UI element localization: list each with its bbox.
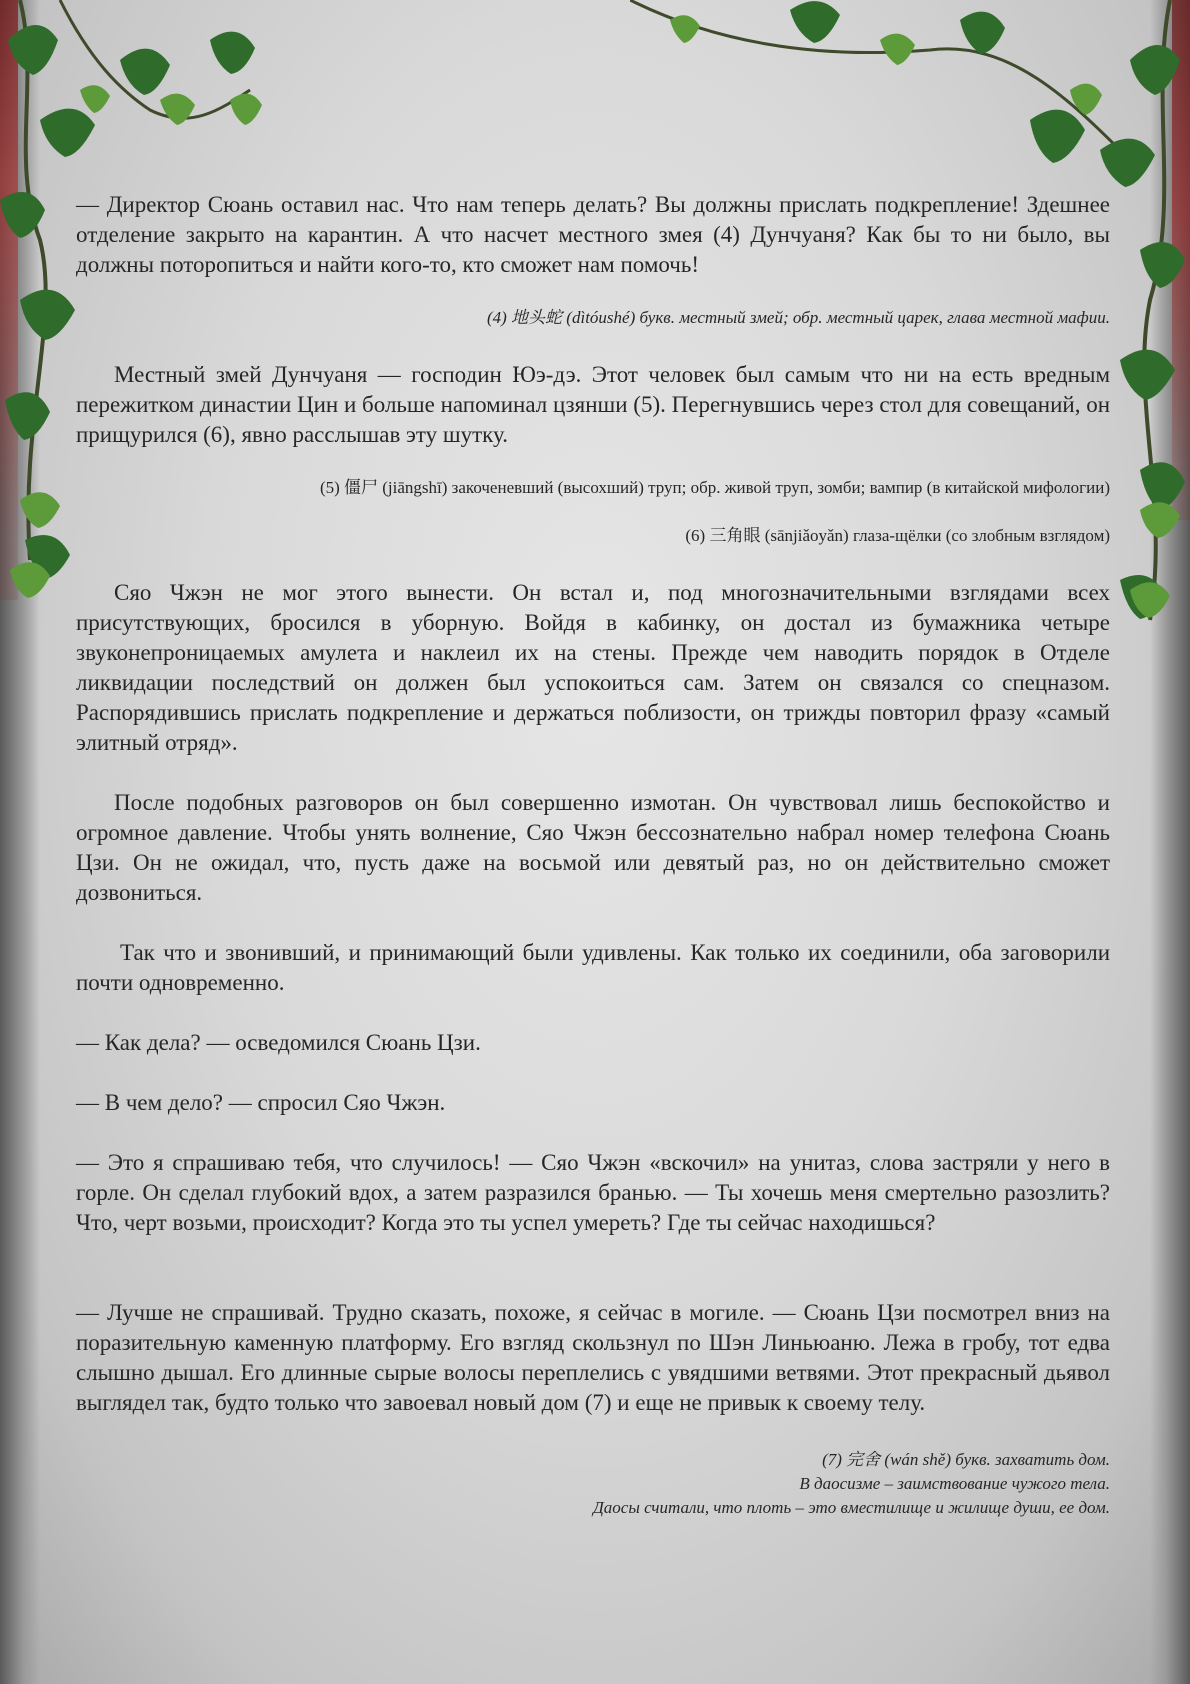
paragraph-8: — Это я спрашиваю тебя, что случилось! — Сяо Чжэн «вскочил» на унитаз, слова застряли у него в горле. Он сделал глубокий вдох, а затем разразился бранью. — Ты хочешь меня смертельно разозлить? Что, черт возьми, происходит? Когда это ты успел умереть? Где ты сейчас находишься?	[76, 1150, 1110, 1235]
paragraph-7: — В чем дело? — спросил Сяо Чжэн.	[76, 1090, 446, 1115]
paragraph-4: После подобных разговоров он был совершенно измотан. Он чувствовал лишь беспокойство и огромное давление. Чтобы унять волнение, Сяо Чжэн бессознательно набрал номер телефона Сюань Цзи. Он не ожидал, что, пусть даже на восьмой или девятый раз, но он действительно сможет дозвониться.	[76, 790, 1110, 905]
paragraph-9: — Лучше не спрашивай. Трудно сказать, похоже, я сейчас в могиле. — Сюань Цзи посмотрел вниз на поразительную каменную платформу. Его взгляд скользнул по Шэн Линьюаню. Лежа в гробу, тот едва слышно дышал. Его длинные сырые волосы переплелись с увядшими ветвями. Этот прекрасный дьявол выглядел так, будто только что завоевал новый дом (7) и еще не привык к своему телу.	[76, 1300, 1110, 1415]
paragraph-1: — Директор Сюань оставил нас. Что нам теперь делать? Вы должны прислать подкрепление! Здешнее отделение закрыто на карантин. А что насчет местного змея (4) Дунчуаня? Как бы то ни было, вы должны поторопиться и найти кого-то, кто сможет нам помочь!	[76, 192, 1110, 277]
footnote-7-line-2: В даосизме – заимствование чужого тела.	[799, 1474, 1110, 1493]
paragraph-2: Местный змей Дунчуаня — господин Юэ-дэ. Этот человек был самым что ни на есть вредным пережитком династии Цин и больше напоминал цзянши (5). Перегнувшись через стол для совещаний, он прищурился (6), явно расслышав эту шутку.	[76, 362, 1111, 447]
paragraph-3: Сяо Чжэн не мог этого вынести. Он встал и, под многозначительными взглядами всех присутствующих, бросился в уборную. Войдя в кабинку, он достал из бумажника четыре звуконепроницаемых амулета и наклеил их на стены. Прежде чем наводить порядок в Отделе ликвидации последствий он должен был успокоиться сам. Затем он связался со спецназом. Распорядившись прислать подкрепление и держаться поблизости, он трижды повторил фразу «самый элитный отряд».	[76, 580, 1110, 755]
right-side-ivy-icon	[1100, 490, 1190, 650]
footnote-7-line-3: Даосы считали, что плоть – это вместилище и жилище души, ее дом.	[592, 1498, 1110, 1517]
footnote-5: (5) 僵尸 (jiāngshī) закоченевший (высохший) труп; обр. живой труп, зомби; вампир (в китайской мифологии)	[319, 478, 1110, 497]
footnote-6: (6) 三角眼 (sānjiǎoyǎn) глаза-щёлки (со злобным взглядом)	[685, 526, 1110, 545]
paragraph-6: — Как дела? — осведомился Сюань Цзи.	[76, 1030, 481, 1055]
page-content	[76, 190, 1110, 1520]
footnote-4: (4) 地头蛇 (dìtóushé) букв. местный змей; обр. местный царек, глава местной мафии.	[486, 308, 1110, 327]
footnote-7-line-1: (7) 完舍 (wán shě) букв. захватить дом.	[822, 1450, 1110, 1469]
paragraph-5: Так что и звонивший, и принимающий были удивлены. Как только их соединили, оба заговорили почти одновременно.	[76, 940, 1110, 995]
